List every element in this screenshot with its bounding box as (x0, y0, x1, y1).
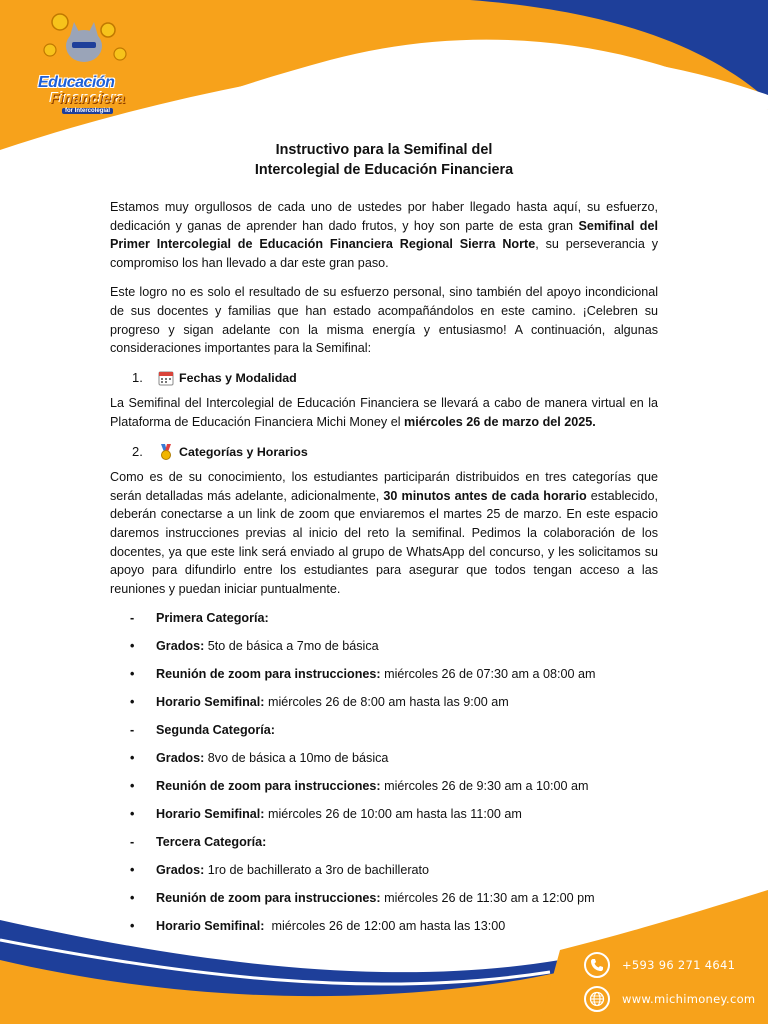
section-1-date: miércoles 26 de marzo del 2025. (404, 414, 596, 429)
grados-label: Grados: (156, 863, 205, 878)
grados-label: Grados: (156, 639, 205, 654)
horario-label: Horario Semifinal: (156, 919, 265, 934)
bullet-marker: • (130, 695, 135, 710)
intro-p1-bold: Semifinal del Primer Intercolegial de Educación Financiera Regional Sierra Norte (110, 218, 658, 252)
logo-word-educacion: Educación (38, 74, 115, 91)
bullet-marker: • (130, 779, 135, 794)
section-1-heading (110, 369, 658, 388)
zoom-label: Reunión de zoom para instrucciones: (156, 779, 381, 794)
logo (30, 10, 142, 120)
list-item (110, 777, 658, 796)
list-item (110, 861, 658, 880)
document-title (110, 140, 658, 180)
document-body (110, 140, 658, 945)
category-1-heading (110, 609, 658, 628)
category-2-heading (110, 721, 658, 740)
horario-value: miércoles 26 de 12:00 am hasta las 13:00 (264, 919, 506, 934)
section-2-title: Categorías y Horarios (179, 444, 308, 459)
bullet-marker: • (130, 863, 135, 878)
zoom-label: Reunión de zoom para instrucciones: (156, 667, 381, 682)
bullet-marker: • (130, 891, 135, 906)
zoom-value: miércoles 26 de 9:30 am a 10:00 am (380, 779, 589, 794)
horario-label: Horario Semifinal: (156, 695, 265, 710)
zoom-label: Reunión de zoom para instrucciones: (156, 891, 381, 906)
section-1-number: 1. (132, 369, 143, 385)
category-3-name: Tercera Categoría: (156, 835, 267, 850)
bullet-marker: • (130, 807, 135, 822)
calendar-icon (158, 370, 174, 386)
section-2-text-a: Como es de su conocimiento, los estudiantes participarán distribuidos en tres categorías que serán detalladas más adelante, adicionalmente, (110, 470, 658, 503)
section-2-heading (110, 443, 658, 462)
dash-marker: - (130, 611, 135, 626)
horario-value: miércoles 26 de 8:00 am hasta las 9:00 am (264, 695, 509, 710)
bullet-marker: • (130, 639, 135, 654)
grados-value: 5to de básica a 7mo de básica (204, 639, 379, 654)
list-item (110, 889, 658, 908)
intro-p1-text-end: , su perseverancia y compromiso los han llevado a dar este gran paso. (110, 237, 659, 270)
section-1-text (110, 394, 658, 431)
bullet-marker: • (130, 919, 135, 934)
list-item (110, 637, 658, 656)
zoom-value: miércoles 26 de 07:30 am a 08:00 am (380, 667, 596, 682)
list-item (110, 917, 658, 936)
intro-p1-text: Estamos muy orgullosos de cada uno de ustedes por haber llegado hasta aquí, su esfuerzo, dedicación y ganas de aprender han dado frutos, y hoy son parte de esta gran (110, 200, 658, 233)
section-1-title: Fechas y Modalidad (179, 370, 297, 385)
logo-subtitle: for Intercolegial (62, 108, 113, 114)
bullet-marker: • (130, 751, 135, 766)
intro-paragraph-2: Este logro no es solo el resultado de su esfuerzo personal, sino también del apoyo incondicional de sus docentes y familias que han estado acompañándolos en este camino. ¡Celebren su progreso y sigan adelante con la misma energía y entusiasmo! A continuación, algunas consideraciones importantes para la Semifinal: (110, 285, 658, 356)
bullet-marker: • (130, 667, 135, 682)
title-line-1: Instructivo para la Semifinal del (275, 142, 493, 158)
list-item (110, 749, 658, 768)
section-2-number: 2. (132, 443, 143, 459)
section-2-text (110, 468, 658, 598)
logo-word-financiera: Financiera (50, 90, 126, 107)
section-2-bold: 30 minutos antes de cada horario (383, 488, 587, 503)
dash-marker: - (130, 835, 135, 850)
globe-icon (584, 986, 610, 1012)
intro-paragraph-1 (110, 198, 658, 272)
section-2-text-c: establecido, deberán conectarse a un link de zoom que enviaremos el martes 25 de marzo. En este espacio daremos instrucciones previas al inicio del reto la semifinal. Pedimos la colaboración de los docentes, ya que este link será enviado al grupo de WhatsApp del concurso, y les solicitamos su apoyo para difundirlo entre los estudiantes para asegurar que todos tengan acceso a las reuniones y puedan iniciar puntualmente. (110, 488, 658, 596)
website-url[interactable]: www.michimoney.com (622, 992, 756, 1006)
horario-label: Horario Semifinal: (156, 807, 265, 822)
dash-marker: - (130, 723, 135, 738)
zoom-value: miércoles 26 de 11:30 am a 12:00 pm (380, 891, 595, 906)
list-item (110, 693, 658, 712)
horario-value: miércoles 26 de 10:00 am hasta las 11:00 am (264, 807, 522, 822)
category-1-name: Primera Categoría: (156, 611, 269, 626)
medal-icon (158, 444, 174, 460)
list-item (110, 665, 658, 684)
category-3-heading (110, 833, 658, 852)
cat-mascot-icon (30, 10, 142, 80)
section-1-text-a: La Semifinal del Intercolegial de Educación Financiera se llevará a cabo de manera virtual en la Plataforma de Educación Financiera Michi Money el (110, 396, 658, 429)
list-item (110, 805, 658, 824)
footer-website[interactable] (584, 986, 755, 1012)
grados-label: Grados: (156, 751, 205, 766)
grados-value: 1ro de bachillerato a 3ro de bachillerato (204, 863, 430, 878)
phone-icon (584, 952, 610, 978)
category-2-name: Segunda Categoría: (156, 723, 275, 738)
title-line-2: Intercolegial de Educación Financiera (254, 162, 514, 178)
grados-value: 8vo de básica a 10mo de básica (204, 751, 389, 766)
footer-phone[interactable] (584, 952, 735, 978)
phone-number[interactable]: +593 96 271 4641 (622, 958, 736, 972)
